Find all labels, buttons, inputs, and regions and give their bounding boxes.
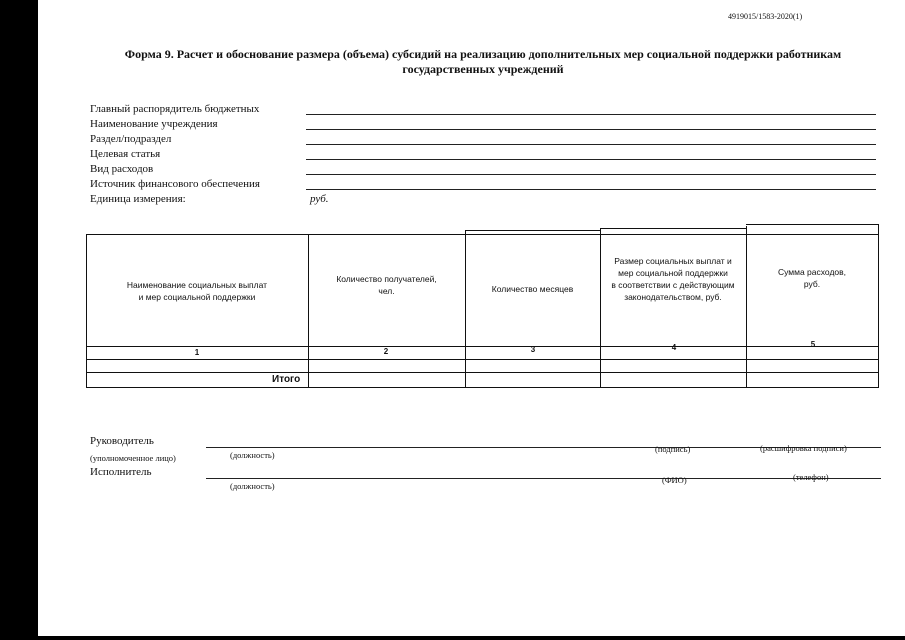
header-recipients-count: Количество получателей, чел. [336,274,437,296]
executor-label: Исполнитель [90,466,152,478]
field-line-institution[interactable] [306,129,876,130]
column-number-3: 3 [530,345,536,354]
field-label-funding-source: Источник финансового обеспечения [90,178,260,190]
field-line-expense-type[interactable] [306,174,876,175]
header-payment-size: Размер социальных выплат и мер социальной поддержки в соответствии с действующим законодательством, руб. [611,256,735,302]
head-signature-caption: (подпись) [655,444,691,454]
header-benefit-name: Наименование социальных выплат и мер социальной поддержки [126,279,268,302]
form-title: Форма 9. Расчет и обоснование размера (объема) субсидий на реализацию дополнительных мер социальной поддержки работникам государственных учреждений [124,47,842,76]
field-label-unit: Единица измерения: [90,193,186,205]
head-position-caption: (должность) [230,450,275,460]
field-label-expense-type: Вид расходов [90,163,154,175]
subsidy-table [86,224,879,389]
header-months-count: Количество месяцев [491,283,574,294]
column-number-5: 5 [810,340,816,349]
document-page [38,0,905,636]
executor-position-caption: (должность) [230,481,275,491]
executor-phone-caption: (телефон) [793,472,829,482]
field-line-target-article[interactable] [306,159,876,160]
field-label-budget-manager: Главный распорядитель бюджетных [90,103,260,115]
executor-signature-line[interactable] [206,478,881,479]
field-line-funding-source[interactable] [306,189,876,190]
column-number-2: 2 [383,347,389,356]
field-label-section: Раздел/подраздел [90,133,172,145]
executor-fio-caption: (ФИО) [662,475,687,485]
unit-value: руб. [310,193,329,205]
column-number-1: 1 [194,348,200,357]
total-row-label: Итого [272,374,301,385]
head-sublabel: (уполномоченное лицо) [90,453,176,463]
field-line-section[interactable] [306,144,876,145]
field-line-budget-manager[interactable] [306,114,876,115]
header-total-expenses: Сумма расходов, руб. [777,266,847,289]
field-label-institution: Наименование учреждения [90,118,218,130]
head-label: Руководитель [90,435,154,447]
field-label-target-article: Целевая статья [90,148,161,160]
head-decoding-caption: (расшифровка подписи) [760,443,847,453]
column-number-4: 4 [671,343,677,352]
document-id: 4919015/1583-2020(1) [728,12,803,21]
